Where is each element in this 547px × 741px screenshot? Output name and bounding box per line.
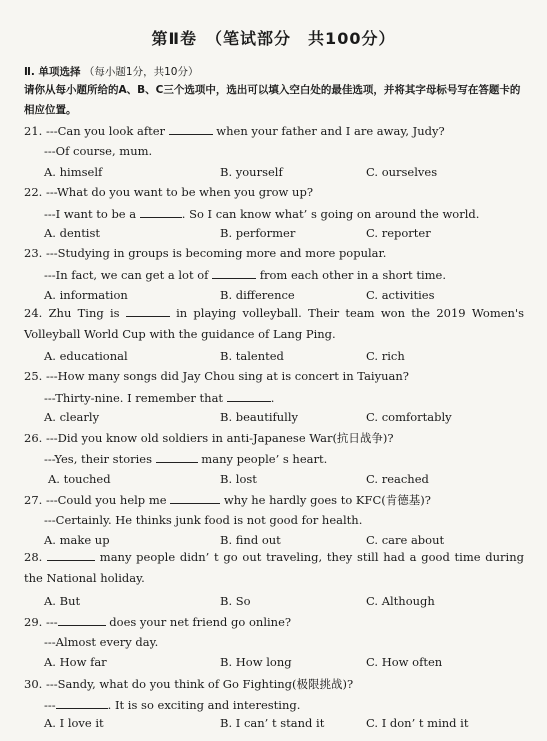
question-26: 26. ---Did you know old soldiers in anti-Japanese War(抗日战争)? xyxy=(24,431,394,445)
question-number: 21. xyxy=(24,124,43,138)
answer-blank xyxy=(126,305,170,317)
answer-line: ---Certainly. He thinks junk food is not good for health. xyxy=(44,513,363,527)
option-a: A. himself xyxy=(44,165,103,179)
option-a: A. clearly xyxy=(44,410,100,424)
option-a: A. make up xyxy=(44,533,110,547)
option-a: A. information xyxy=(44,288,128,302)
option-c: C. care about xyxy=(366,533,445,547)
option-b: B. How long xyxy=(220,655,292,669)
answer-blank xyxy=(212,267,256,279)
option-b: B. I can’ t stand it xyxy=(220,716,325,730)
question-number: 29. xyxy=(24,615,43,629)
answer-line: --- . It is so exciting and interesting. xyxy=(44,698,301,712)
answer-blank xyxy=(156,451,198,463)
option-c: C. activities xyxy=(366,288,435,302)
question-number: 28. xyxy=(24,550,43,564)
question-24: 24. Zhu Ting is in playing volleyball. Their team won the 2019 Women's Volleyball World Cup with the guidance of Lang Ping. xyxy=(24,306,525,341)
page-title: 第Ⅱ卷 （笔试部分 共100分） xyxy=(151,29,396,48)
question-25: 25. ---How many songs did Jay Chou sing at is concert in Taiyuan? xyxy=(24,369,409,383)
section-heading xyxy=(24,64,198,79)
option-a: A. educational xyxy=(44,349,128,363)
question-number: 24. xyxy=(24,306,43,320)
question-number: 27. xyxy=(24,493,43,507)
section-instruction: 请你从每小题所给的A、B、C三个选项中，选出可以填入空白处的最佳选项，并将其字母标号写在答题卡的相应位置。 xyxy=(24,84,521,116)
answer-line: ---Thirty-nine. I remember that . xyxy=(44,391,275,405)
section-title: Ⅱ. 单项选择 xyxy=(24,66,81,78)
answer-line: ---Almost every day. xyxy=(44,635,159,649)
option-c: C. ourselves xyxy=(366,165,438,179)
option-c: C. reached xyxy=(366,472,429,486)
option-a: A. touched xyxy=(48,472,111,486)
option-b: B. beautifully xyxy=(220,410,299,424)
option-b: B. find out xyxy=(220,533,281,547)
question-30: 30. ---Sandy, what do you think of Go Fighting(极限挑战)? xyxy=(24,677,354,691)
question-number: 22. xyxy=(24,185,43,199)
option-c: C. rich xyxy=(366,349,405,363)
option-a: A. dentist xyxy=(44,226,101,240)
question-number: 26. xyxy=(24,431,43,445)
answer-blank xyxy=(58,614,106,626)
option-b: B. yourself xyxy=(220,165,283,179)
question-28: 28. many people didn’ t go out traveling, they still had a good time during the National holiday. xyxy=(24,550,524,585)
answer-line: ---Of course, mum. xyxy=(44,144,153,158)
option-c: C. comfortably xyxy=(366,410,452,424)
section-note: （每小题1分，共10分） xyxy=(83,66,199,78)
question-23: 23. ---Studying in groups is becoming more and more popular. xyxy=(24,246,387,260)
option-a: A. But xyxy=(44,594,81,608)
option-a: A. How far xyxy=(44,655,107,669)
question-21: 21. ---Can you look after when your father and I are away, Judy? xyxy=(24,124,445,138)
option-c: C. reporter xyxy=(366,226,431,240)
option-a: A. I love it xyxy=(44,716,104,730)
question-27: 27. ---Could you help me why he hardly goes to KFC(肯德基)? xyxy=(24,493,431,507)
question-number: 30. xyxy=(24,677,43,691)
answer-line: ---Yes, their stories many people’ s heart. xyxy=(44,452,328,466)
answer-blank xyxy=(169,123,213,135)
option-c: C. I don’ t mind it xyxy=(366,716,469,730)
option-b: B. performer xyxy=(220,226,296,240)
question-22: 22. ---What do you want to be when you grow up? xyxy=(24,185,313,199)
answer-blank xyxy=(170,492,220,504)
option-c: C. Although xyxy=(366,594,435,608)
answer-blank xyxy=(56,697,108,709)
answer-blank xyxy=(227,390,271,402)
option-b: B. lost xyxy=(220,472,257,486)
answer-line: ---In fact, we can get a lot of from each other in a short time. xyxy=(44,268,446,282)
question-number: 25. xyxy=(24,369,43,383)
answer-line: ---I want to be a . So I can know what’ s going on around the world. xyxy=(44,207,480,221)
answer-blank xyxy=(140,206,182,218)
option-c: C. How often xyxy=(366,655,443,669)
answer-blank xyxy=(47,549,95,561)
option-b: B. difference xyxy=(220,288,295,302)
question-29: 29. --- does your net friend go online? xyxy=(24,615,292,629)
option-b: B. talented xyxy=(220,349,284,363)
option-b: B. So xyxy=(220,594,251,608)
question-number: 23. xyxy=(24,246,43,260)
